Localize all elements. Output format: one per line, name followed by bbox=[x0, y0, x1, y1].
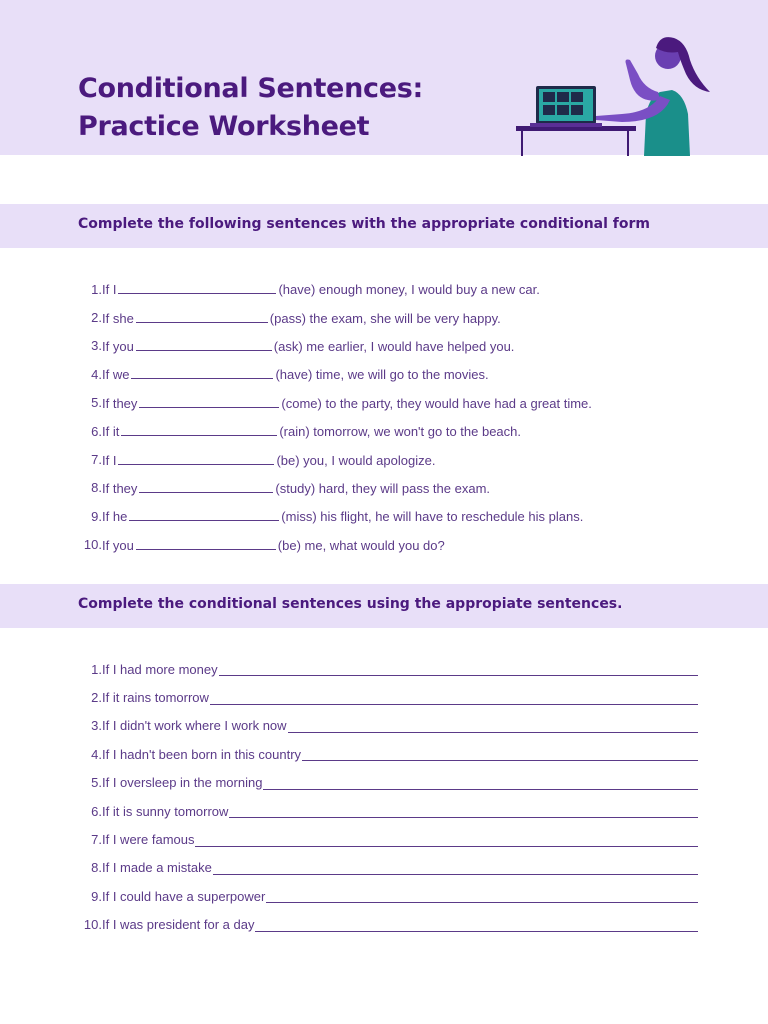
list-item bbox=[78, 275, 698, 303]
answer-line[interactable] bbox=[195, 833, 698, 847]
answer-blank[interactable] bbox=[129, 508, 279, 521]
item-prompt: If I was president for a day bbox=[102, 917, 255, 933]
item-prefix: If you bbox=[102, 338, 134, 354]
item-number: 8. bbox=[91, 860, 102, 876]
list-item bbox=[78, 445, 698, 473]
item-number: 6. bbox=[91, 423, 102, 439]
answer-blank[interactable] bbox=[136, 537, 276, 550]
item-prefix: If you bbox=[102, 537, 134, 553]
list-item bbox=[78, 825, 698, 853]
section-2-list bbox=[78, 655, 698, 939]
answer-line[interactable] bbox=[263, 776, 698, 790]
item-number: 5. bbox=[91, 395, 102, 411]
list-item bbox=[78, 769, 698, 797]
answer-blank[interactable] bbox=[136, 310, 268, 323]
item-suffix: (miss) his flight, he will have to reschedule his plans. bbox=[281, 509, 584, 525]
item-number: 9. bbox=[91, 888, 102, 904]
list-item bbox=[78, 797, 698, 825]
answer-blank[interactable] bbox=[136, 338, 272, 351]
title-line-1: Conditional Sentences: bbox=[78, 73, 423, 104]
list-item bbox=[78, 502, 698, 530]
item-suffix: (have) enough money, I would buy a new car. bbox=[278, 282, 540, 298]
item-prefix: If she bbox=[102, 310, 134, 326]
answer-line[interactable] bbox=[213, 861, 698, 875]
item-number: 3. bbox=[91, 718, 102, 734]
item-prefix: If it bbox=[102, 424, 120, 440]
section-1-instruction-band bbox=[0, 204, 768, 248]
item-prompt: If it rains tomorrow bbox=[102, 690, 209, 706]
list-item bbox=[78, 360, 698, 388]
item-prefix: If I bbox=[102, 452, 117, 468]
item-prompt: If I had more money bbox=[102, 661, 218, 677]
list-item bbox=[78, 332, 698, 360]
list-item bbox=[78, 740, 698, 768]
item-prompt: If it is sunny tomorrow bbox=[102, 803, 229, 819]
answer-blank[interactable] bbox=[118, 452, 274, 465]
item-number: 7. bbox=[91, 452, 102, 468]
item-number: 4. bbox=[91, 746, 102, 762]
section-2-instruction-band bbox=[0, 584, 768, 628]
list-item bbox=[78, 854, 698, 882]
answer-line[interactable] bbox=[255, 918, 698, 932]
answer-blank[interactable] bbox=[118, 281, 276, 294]
item-suffix: (come) to the party, they would have had a great time. bbox=[281, 395, 592, 411]
item-number: 5. bbox=[91, 775, 102, 791]
header-band bbox=[0, 0, 768, 155]
item-suffix: (ask) me earlier, I would have helped you. bbox=[273, 338, 515, 354]
item-prefix: If he bbox=[102, 509, 128, 525]
item-number: 10. bbox=[83, 537, 102, 553]
item-prompt: If I didn't work where I work now bbox=[102, 718, 287, 734]
item-suffix: (be) me, what would you do? bbox=[277, 537, 445, 553]
item-number: 2. bbox=[91, 310, 102, 326]
answer-blank[interactable] bbox=[139, 395, 279, 408]
list-item bbox=[78, 683, 698, 711]
answer-line[interactable] bbox=[302, 747, 698, 761]
item-prompt: If I hadn't been born in this country bbox=[102, 746, 302, 762]
section-2-instruction: Complete the conditional sentences using the appropiate sentences. bbox=[78, 596, 623, 612]
list-item bbox=[78, 417, 698, 445]
page-title bbox=[78, 70, 423, 146]
list-item bbox=[78, 474, 698, 502]
answer-line[interactable] bbox=[210, 691, 698, 705]
item-suffix: (have) time, we will go to the movies. bbox=[275, 367, 489, 383]
item-number: 1. bbox=[91, 661, 102, 677]
item-number: 7. bbox=[91, 832, 102, 848]
section-1-instruction: Complete the following sentences with the appropriate conditional form bbox=[78, 216, 650, 232]
answer-blank[interactable] bbox=[121, 423, 277, 436]
item-prompt: If I were famous bbox=[102, 832, 195, 848]
item-prefix: If we bbox=[102, 367, 130, 383]
item-suffix: (pass) the exam, she will be very happy. bbox=[269, 310, 501, 326]
item-number: 2. bbox=[91, 690, 102, 706]
item-number: 8. bbox=[91, 480, 102, 496]
list-item bbox=[78, 911, 698, 939]
item-prompt: If I could have a superpower bbox=[102, 888, 266, 904]
answer-line[interactable] bbox=[266, 889, 698, 903]
answer-line[interactable] bbox=[288, 719, 698, 733]
woman-at-laptop-video-call-icon bbox=[510, 30, 720, 160]
item-number: 3. bbox=[91, 338, 102, 354]
list-item bbox=[78, 882, 698, 910]
section-1-list bbox=[78, 275, 698, 559]
item-suffix: (rain) tomorrow, we won't go to the beach. bbox=[279, 424, 521, 440]
answer-line[interactable] bbox=[229, 804, 698, 818]
answer-line[interactable] bbox=[219, 662, 698, 676]
list-item bbox=[78, 303, 698, 331]
item-number: 1. bbox=[91, 281, 102, 297]
item-suffix: (be) you, I would apologize. bbox=[276, 452, 436, 468]
list-item bbox=[78, 712, 698, 740]
list-item bbox=[78, 655, 698, 683]
item-number: 4. bbox=[91, 366, 102, 382]
item-prefix: If I bbox=[102, 282, 117, 298]
item-prefix: If they bbox=[102, 395, 138, 411]
answer-blank[interactable] bbox=[131, 366, 273, 379]
item-prompt: If I oversleep in the morning bbox=[102, 775, 263, 791]
item-number: 6. bbox=[91, 803, 102, 819]
item-number: 10. bbox=[83, 917, 102, 933]
item-prefix: If they bbox=[102, 480, 138, 496]
item-prompt: If I made a mistake bbox=[102, 860, 212, 876]
title-line-2: Practice Worksheet bbox=[78, 111, 370, 142]
answer-blank[interactable] bbox=[139, 480, 273, 493]
list-item bbox=[78, 389, 698, 417]
item-suffix: (study) hard, they will pass the exam. bbox=[275, 480, 491, 496]
list-item bbox=[78, 531, 698, 559]
item-number: 9. bbox=[91, 508, 102, 524]
